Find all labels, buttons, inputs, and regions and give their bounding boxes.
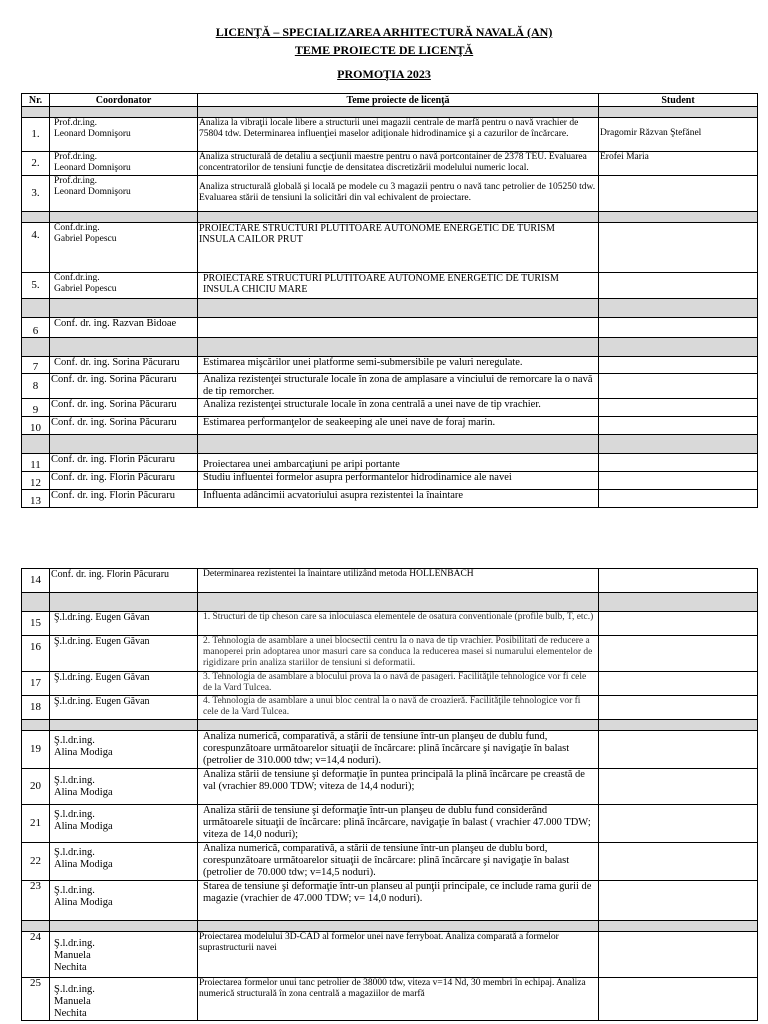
row-student [599, 769, 758, 805]
row-nr: 6 [22, 318, 50, 338]
row-subject: Analiza rezistenţei structurale locale în zona de amplasare a vinciului de remorcare la o navă de tip remorcher. [198, 374, 599, 399]
row-student [599, 318, 758, 338]
row-nr: 11 [22, 454, 50, 472]
table-row [22, 696, 758, 720]
row-nr: 10 [22, 417, 50, 435]
row-student [599, 273, 758, 299]
table-row [22, 490, 758, 508]
row-coordinator: Prof.dr.ing. Leonard Domnişoru [50, 152, 198, 176]
row-subject: Analiza stării de tensiune şi deformaţie în puntea principală la plină încărcare pe creastă de val (vrachier 89.000 TDW; viteza de 14,4 noduri); [198, 769, 599, 805]
table-row [22, 769, 758, 805]
row-coordinator: Conf.dr.ing. Gabriel Popescu [50, 223, 198, 273]
row-student [599, 417, 758, 435]
table-row [22, 152, 758, 176]
row-student [599, 612, 758, 636]
row-coordinator: Ş.l.dr.ing. Eugen Găvan [50, 672, 198, 696]
row-subject [198, 318, 599, 338]
table-row [22, 843, 758, 881]
row-student [599, 357, 758, 374]
col-header-nr: Nr. [22, 94, 50, 107]
row-nr: 18 [22, 696, 50, 720]
col-header-coordonator: Coordonator [50, 94, 198, 107]
separator-row [22, 338, 758, 357]
row-coordinator: Conf. dr. ing. Florin Pãcuraru [50, 569, 198, 593]
row-coordinator: Prof.dr.ing. Leonard Domnişoru [50, 118, 198, 152]
row-subject: Determinarea rezistentei la înaintare utilizând metoda HOLLENBACH [198, 569, 599, 593]
row-coordinator: Conf. dr. ing. Florin Pãcuraru [50, 454, 198, 472]
row-student [599, 472, 758, 490]
row-subject: Analiza structurală globală şi locală pe modele cu 3 magazii pentru o navă tanc petrolier de 105250 tdw. Evaluarea stării de tensiuni la solicitări din val echivalent de proiectare. [198, 176, 599, 212]
row-student [599, 932, 758, 978]
separator-row [22, 299, 758, 318]
row-subject: Analiza numerică, comparativă, a stării de tensiune într-un planşeu de dublu fund, corespunzătoare următoarelor situaţii de încărcare: plină încărcare şi navigaţie în balast (petrolier de 310.000 tdw; v=14,4 noduri). [198, 731, 599, 769]
row-coordinator: Ş.l.dr.ing. Eugen Găvan [50, 636, 198, 672]
row-subject: Studiu influentei formelor asupra performantelor hidrodinamice ale navei [198, 472, 599, 490]
row-nr: 24 [22, 932, 50, 978]
row-coordinator: Conf. dr. ing. Sorina Păcuraru [50, 417, 198, 435]
row-subject: PROIECTARE STRUCTURI PLUTITOARE AUTONOME ENERGETIC DE TURISM INSULA CAILOR PRUT [198, 223, 599, 273]
table-header-row [22, 94, 758, 107]
row-coordinator: Ş.l.dr.ing. Manuela Nechita [50, 978, 198, 1021]
row-student [599, 399, 758, 417]
separator-row [22, 107, 758, 118]
row-coordinator: Conf. dr. ing. Sorina Păcuraru [50, 357, 198, 374]
row-student [599, 696, 758, 720]
row-nr: 4. [22, 223, 50, 273]
row-student: Dragomir Răzvan Ştefănel [599, 118, 758, 152]
col-header-teme: Teme proiecte de licenţă [198, 94, 599, 107]
table-row [22, 978, 758, 1021]
row-student [599, 843, 758, 881]
row-subject: 1. Structuri de tip cheson care sa inlocuiasca elementele de osatura conventionale (profile bulb, T, etc.) [198, 612, 599, 636]
row-subject: Proiectarea unei ambarcaţiuni pe aripi portante [198, 454, 599, 472]
row-nr: 8 [22, 374, 50, 399]
row-student [599, 881, 758, 921]
row-student [599, 569, 758, 593]
row-coordinator: Ş.l.dr.ing. Eugen Găvan [50, 696, 198, 720]
row-coordinator: Ş.l.dr.ing. Manuela Nechita [50, 932, 198, 978]
table-row [22, 318, 758, 338]
table-row [22, 881, 758, 921]
table-row [22, 399, 758, 417]
table-row [22, 374, 758, 399]
row-subject: PROIECTARE STRUCTURI PLUTITOARE AUTONOME ENERGETIC DE TURISM INSULA CHICIU MARE [198, 273, 599, 299]
table-row [22, 672, 758, 696]
row-nr: 5. [22, 273, 50, 299]
row-nr: 1. [22, 118, 50, 152]
title-promotion: PROMOŢIA 2023 [337, 67, 431, 81]
table-row [22, 454, 758, 472]
row-nr: 23 [22, 881, 50, 921]
separator-row [22, 593, 758, 612]
row-subject: Analiza rezistenţei structurale locale în zona centrală a unei nave de tip vrachier. [198, 399, 599, 417]
row-student [599, 805, 758, 843]
row-nr: 3. [22, 176, 50, 212]
row-coordinator: Prof.dr.ing. Leonard Domnişoru [50, 176, 198, 212]
row-coordinator: Ş.l.dr.ing. Alina Modiga [50, 843, 198, 881]
title-line-2: TEME PROIECTE DE LICENŢĂ [294, 43, 474, 57]
row-coordinator: Ş.l.dr.ing. Alina Modiga [50, 731, 198, 769]
row-nr: 16 [22, 636, 50, 672]
table-row [22, 273, 758, 299]
row-coordinator: Conf.dr.ing. Gabriel Popescu [50, 273, 198, 299]
separator-row [22, 921, 758, 932]
table-row [22, 357, 758, 374]
row-coordinator: Ş.l.dr.ing. Alina Modiga [50, 881, 198, 921]
table-row [22, 805, 758, 843]
row-student [599, 672, 758, 696]
row-student [599, 490, 758, 508]
table-row [22, 176, 758, 212]
row-nr: 7 [22, 357, 50, 374]
row-subject: Proiectarea modelului 3D-CAD al formelor unei nave ferryboat. Analiza comparată a formelor suprastructurii navei [198, 932, 599, 978]
row-student [599, 731, 758, 769]
table-row [22, 472, 758, 490]
row-coordinator: Ş.l.dr.ing. Alina Modiga [50, 769, 198, 805]
row-nr: 21 [22, 805, 50, 843]
table-row [22, 612, 758, 636]
row-nr: 14 [22, 569, 50, 593]
table-row [22, 636, 758, 672]
row-subject: Influenta adâncimii acvatoriului asupra rezistentei la înaintare [198, 490, 599, 508]
row-subject: Analiza stării de tensiune şi deformaţie într-un planşeu de dublu fund considerând următoarele situaţii de încărcare: plină încărcare, navigaţie în balast ( vrachier 47.000 TDW; viteza de 14,0 noduri); [198, 805, 599, 843]
table-row [22, 118, 758, 152]
separator-row [22, 720, 758, 731]
row-subject: Estimarea mişcărilor unei platforme semi-submersibile pe valuri neregulate. [198, 357, 599, 374]
row-coordinator: Ş.l.dr.ing. Eugen Găvan [50, 612, 198, 636]
row-coordinator: Conf. dr. ing. Razvan Bidoae [50, 318, 198, 338]
row-subject: Analiza numerică, comparativă, a stării de tensiune într-un planşeu de dublu bord, corespunzătoare următoarelor situaţii de încărcare: plină încărcare şi navigaţie în balast (petrolier de 70.000 tdw; v=14,5 noduri). [198, 843, 599, 881]
col-header-student: Student [599, 94, 758, 107]
row-student [599, 454, 758, 472]
topics-table-page2 [21, 568, 758, 1021]
row-student [599, 978, 758, 1021]
row-nr: 19 [22, 731, 50, 769]
row-subject: 3. Tehnologia de asamblare a blocului prova la o navă de pasageri. Facilităţile tehnologice vor fi cele de la Vard Tulcea. [198, 672, 599, 696]
separator-row [22, 212, 758, 223]
row-coordinator: Conf. dr. ing. Sorina Păcuraru [50, 374, 198, 399]
table-row [22, 932, 758, 978]
row-subject: 4. Tehnologia de asamblare a unui bloc central la o navă de croazieră. Facilităţile tehnologice vor fi cele de la Vard Tulcea. [198, 696, 599, 720]
table-row [22, 417, 758, 435]
separator-row [22, 435, 758, 454]
row-student [599, 636, 758, 672]
row-nr: 2. [22, 152, 50, 176]
row-subject: Analiza la vibraţii locale libere a structurii unei magazii centrale de marfă pentru o navă vrachier de 75804 tdw. Determinarea influenţiei maselor adiţionale hidrodinamice şi a cazurilor de încărcare. [198, 118, 599, 152]
row-nr: 12 [22, 472, 50, 490]
row-nr: 9 [22, 399, 50, 417]
row-student [599, 223, 758, 273]
row-subject: Proiectarea formelor unui tanc petrolier de 38000 tdw, viteza v=14 Nd, 30 membri în echipaj. Analiza numerică structurală în zona centrală a magaziilor de marfă [198, 978, 599, 1021]
topics-table-page1 [21, 93, 758, 508]
title-line-1: LICENŢĂ – SPECIALIZAREA ARHITECTURĂ NAVALĂ (AN) [215, 25, 553, 39]
row-student: Erofei Maria [599, 152, 758, 176]
row-nr: 20 [22, 769, 50, 805]
row-student [599, 374, 758, 399]
row-nr: 22 [22, 843, 50, 881]
row-subject: Estimarea performanţelor de seakeeping ale unei nave de foraj marin. [198, 417, 599, 435]
table-row [22, 731, 758, 769]
row-subject: 2. Tehnologia de asamblare a unei blocsectii centru la o nava de tip vrachier. Posibilitati de reducere a manoperei prin adoptarea unor masuri care sa conduca la reducerea masei si numarului elementelor de rigidizare prin analiza stariilor de tensiuni si deformatii. [198, 636, 599, 672]
row-subject: Starea de tensiune şi deformaţie într-un planseu al punţii principale, ce include rama gurii de magazie (vrachier de 47.000 TDW; v= 14,0 noduri). [198, 881, 599, 921]
table-row [22, 223, 758, 273]
row-student [599, 176, 758, 212]
row-nr: 13 [22, 490, 50, 508]
row-coordinator: Conf. dr. ing. Florin Pãcuraru [50, 472, 198, 490]
row-coordinator: Conf. dr. ing. Sorina Păcuraru [50, 399, 198, 417]
row-nr: 17 [22, 672, 50, 696]
row-coordinator: Ş.l.dr.ing. Alina Modiga [50, 805, 198, 843]
table-row [22, 569, 758, 593]
row-coordinator: Conf. dr. ing. Florin Pãcuraru [50, 490, 198, 508]
row-nr: 25 [22, 978, 50, 1021]
row-subject: Analiza structurală de detaliu a secţiunii maestre pentru o navă portcontainer de 2378 TEU. Evaluarea concentratorilor de tensiuni funcţie de densitatea discretizării modelului numeric local. [198, 152, 599, 176]
row-nr: 15 [22, 612, 50, 636]
